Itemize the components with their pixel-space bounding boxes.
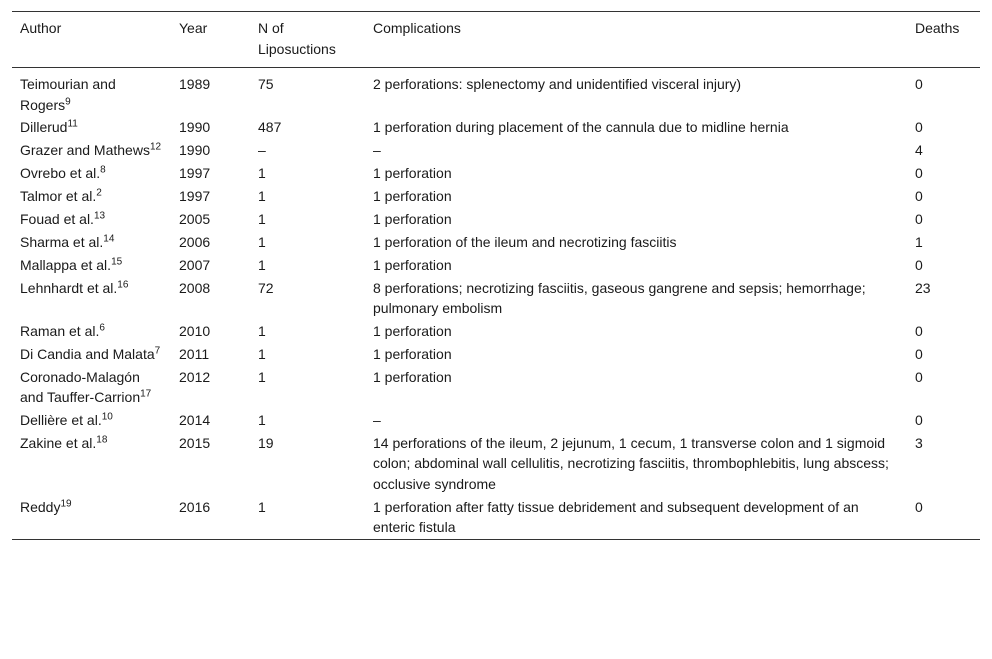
author-name: Sharma et al. — [20, 233, 104, 250]
author-name: Mallappa et al. — [20, 256, 112, 273]
reference-number: 11 — [67, 118, 78, 130]
cell-author — [12, 409, 171, 432]
author-name: Dellière et al. — [20, 412, 102, 428]
cell-author — [12, 496, 171, 540]
cell-complications: – — [373, 142, 381, 159]
cell-deaths: 0 — [915, 345, 923, 362]
reference-number: 9 — [65, 95, 71, 107]
table-row — [12, 320, 980, 343]
table-row — [12, 68, 980, 117]
header-row — [12, 12, 980, 68]
author-name: Lehnhardt et al. — [20, 279, 118, 296]
table-row — [12, 208, 980, 231]
cell-n-liposuctions: 1 — [258, 322, 266, 339]
cell-n-liposuctions: 487 — [258, 119, 282, 136]
cell-year: 1990 — [179, 142, 211, 159]
cell-year: 1990 — [179, 119, 211, 136]
cell-author — [12, 320, 171, 343]
cell-n-liposuctions: 19 — [258, 434, 274, 451]
cell-complications: – — [373, 412, 381, 428]
cell-year: 2008 — [179, 279, 211, 296]
cell-deaths: 0 — [915, 119, 923, 136]
cell-n-liposuctions: 1 — [258, 210, 266, 227]
cell-complications: 1 perforation — [373, 322, 452, 339]
reference-number: 19 — [60, 498, 72, 510]
cell-deaths: 23 — [915, 279, 931, 296]
table-row — [12, 185, 980, 208]
reference-number: 14 — [103, 233, 115, 245]
cell-year: 2012 — [179, 368, 211, 385]
author-name: Zakine et al. — [20, 434, 97, 451]
table-row — [12, 231, 980, 254]
cell-deaths: 3 — [915, 434, 923, 451]
cell-n-liposuctions: – — [258, 142, 266, 159]
table-row — [12, 139, 980, 162]
table-row — [12, 116, 980, 139]
cell-n-liposuctions: 1 — [258, 233, 266, 250]
author-name: Teimourian and Rogers — [20, 76, 116, 113]
cell-year: 1997 — [179, 165, 211, 182]
table-row — [12, 276, 980, 319]
table-row — [12, 409, 980, 432]
header-year: Year — [179, 20, 208, 36]
reference-number: 18 — [96, 434, 108, 446]
cell-n-liposuctions: 1 — [258, 345, 266, 362]
cell-complications: 1 perforation — [373, 210, 452, 227]
cell-complications: 1 perforation — [373, 165, 452, 182]
reference-number: 6 — [99, 322, 105, 334]
cell-n-liposuctions: 1 — [258, 165, 266, 182]
cell-author — [12, 139, 171, 162]
cell-n-liposuctions: 1 — [258, 368, 266, 385]
cell-complications: 1 perforation — [373, 256, 452, 273]
table-row — [12, 432, 980, 496]
cell-n-liposuctions: 75 — [258, 76, 274, 92]
author-name: Di Candia and Malata — [20, 345, 155, 362]
cell-year: 2011 — [179, 345, 210, 362]
liposuction-complications-table — [12, 11, 980, 540]
cell-deaths: 0 — [915, 165, 923, 182]
table-container — [12, 11, 980, 540]
cell-year: 2010 — [179, 322, 211, 339]
cell-deaths: 0 — [915, 498, 923, 515]
cell-year: 1989 — [179, 76, 211, 92]
cell-author — [12, 276, 171, 319]
cell-author — [12, 343, 171, 366]
author-name: Ovrebo et al. — [20, 165, 101, 182]
header-author: Author — [20, 20, 62, 36]
cell-author — [12, 231, 171, 254]
header-complications: Complications — [373, 20, 461, 36]
header-deaths: Deaths — [915, 20, 960, 36]
author-name: Reddy — [20, 498, 61, 515]
table-row — [12, 496, 980, 540]
cell-year: 1997 — [179, 188, 211, 204]
reference-number: 13 — [93, 210, 106, 222]
cell-year: 2015 — [179, 434, 211, 451]
table-row — [12, 253, 980, 276]
cell-author — [12, 432, 171, 496]
cell-year: 2005 — [179, 210, 211, 227]
reference-number: 16 — [117, 278, 129, 290]
reference-number: 15 — [111, 255, 123, 267]
reference-number: 8 — [100, 164, 106, 176]
cell-n-liposuctions: 1 — [258, 412, 266, 428]
cell-author — [12, 253, 171, 276]
cell-complications: 8 perforations; necrotizing fasciitis, gaseous gangrene and sepsis; hemorrhage; pulmonary embolism — [373, 279, 866, 316]
cell-complications: 1 perforation after fatty tissue debridement and subsequent development of an enteric fistula — [373, 498, 859, 536]
cell-complications: 2 perforations: splenectomy and unidentified visceral injury) — [373, 76, 742, 92]
author-name: Fouad et al. — [20, 210, 94, 227]
author-name: Dillerud — [20, 119, 68, 136]
header-n-liposuctions: N of Liposuctions — [258, 20, 336, 57]
table-row — [12, 343, 980, 366]
cell-n-liposuctions: 1 — [258, 188, 266, 204]
cell-n-liposuctions: 1 — [258, 256, 266, 273]
cell-deaths: 0 — [915, 322, 923, 339]
reference-number: 2 — [96, 187, 102, 199]
cell-complications: 1 perforation — [373, 368, 452, 385]
cell-deaths: 0 — [915, 368, 923, 385]
cell-author — [12, 365, 171, 408]
author-name: Coronado-Malagón and Tauffer-Carrion — [20, 368, 141, 406]
cell-author — [12, 162, 171, 185]
author-name: Talmor et al. — [20, 188, 97, 204]
cell-deaths: 1 — [915, 233, 923, 250]
author-name: Grazer and Mathews — [20, 142, 150, 159]
cell-year: 2007 — [179, 256, 211, 273]
cell-author — [12, 68, 171, 117]
cell-deaths: 4 — [915, 142, 923, 159]
cell-n-liposuctions: 72 — [258, 279, 274, 296]
cell-deaths: 0 — [915, 412, 923, 428]
table-header — [12, 12, 980, 68]
cell-deaths: 0 — [915, 210, 923, 227]
reference-number: 12 — [149, 141, 162, 153]
cell-year: 2006 — [179, 233, 211, 250]
table-row — [12, 365, 980, 408]
cell-deaths: 0 — [915, 188, 923, 204]
cell-year: 2014 — [179, 412, 211, 428]
cell-deaths: 0 — [915, 256, 923, 273]
cell-complications: 14 perforations of the ileum, 2 jejunum, 1 cecum, 1 transverse colon and 1 sigmoid colon; abdominal wall cellulitis, necrotizing fasciitis, thrombophlebitis, lung abscess; occlusive syndrome — [373, 434, 889, 492]
cell-year: 2016 — [179, 498, 211, 515]
table-body — [12, 68, 980, 540]
cell-deaths: 0 — [915, 76, 923, 92]
cell-author — [12, 185, 171, 208]
cell-author — [12, 116, 171, 139]
reference-number: 7 — [154, 345, 161, 357]
cell-author — [12, 208, 171, 231]
cell-complications: 1 perforation of the ileum and necrotizing fasciitis — [373, 233, 677, 250]
table-row — [12, 162, 980, 185]
cell-complications: 1 perforation during placement of the cannula due to midline hernia — [373, 119, 789, 136]
author-name: Raman et al. — [20, 322, 100, 339]
cell-complications: 1 perforation — [373, 345, 452, 362]
cell-n-liposuctions: 1 — [258, 498, 266, 515]
cell-complications: 1 perforation — [373, 188, 452, 204]
reference-number: 10 — [101, 411, 113, 423]
reference-number: 17 — [140, 388, 152, 400]
